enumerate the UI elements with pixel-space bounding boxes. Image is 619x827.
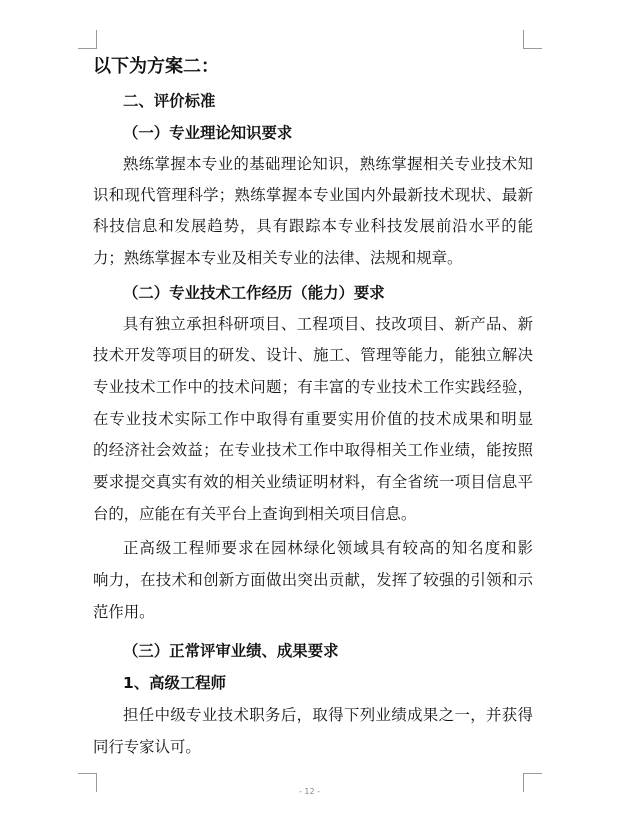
crop-mark-top-left [78, 30, 97, 49]
paragraph-line: 科技信息和发展趋势，具有跟踪本专业科技发展前沿水平的能 [93, 217, 533, 235]
paragraph-line: 的经济社会效益；在专业技术工作中取得相关工作业绩，能按照 [93, 441, 533, 459]
section-heading-evaluation-standards: 二、评价标准 [123, 92, 216, 110]
subsection-heading-theory-knowledge: （一）专业理论知识要求 [123, 124, 293, 142]
page-title: 以下为方案二： [93, 56, 219, 77]
paragraph-line: 范作用。 [93, 603, 155, 621]
paragraph-line: 技术开发等项目的研发、设计、施工、管理等能力，能独立解决 [93, 346, 533, 364]
paragraph-line: 熟练掌握本专业的基础理论知识，熟练掌握相关专业技术知 [123, 155, 533, 173]
paragraph-line: 要求提交真实有效的相关业绩证明材料，有全省统一项目信息平 [93, 473, 533, 491]
paragraph-line: 力；熟练掌握本专业及相关专业的法律、法规和规章。 [93, 249, 463, 267]
subsection-heading-work-experience: （二）专业技术工作经历（能力）要求 [123, 284, 385, 302]
paragraph-line: 担任中级专业技术职务后，取得下列业绩成果之一，并获得 [123, 706, 533, 724]
item-heading-senior-engineer: 1、高级工程师 [123, 674, 227, 692]
paragraph-line: 识和现代管理科学；熟练掌握本专业国内外最新技术现状、最新 [93, 186, 533, 204]
paragraph-line: 专业技术工作中的技术问题；有丰富的专业技术工作实践经验， [93, 378, 533, 396]
subsection-heading-achievements: （三）正常评审业绩、成果要求 [123, 642, 339, 660]
crop-mark-top-right [523, 30, 542, 49]
paragraph-line: 台的，应能在有关平台上查询到相关项目信息。 [93, 505, 417, 523]
paragraph-line: 正高级工程师要求在园林绿化领域具有较高的知名度和影 [123, 539, 533, 557]
paragraph-line: 响力，在技术和创新方面做出突出贡献，发挥了较强的引领和示 [93, 571, 533, 589]
page-number: - 12 - [298, 787, 321, 796]
paragraph-line: 同行专家认可。 [93, 738, 201, 756]
paragraph-line: 具有独立承担科研项目、工程项目、技改项目、新产品、新 [123, 315, 533, 333]
paragraph-line: 在专业技术实际工作中取得有重要实用价值的技术成果和明显 [93, 410, 533, 428]
